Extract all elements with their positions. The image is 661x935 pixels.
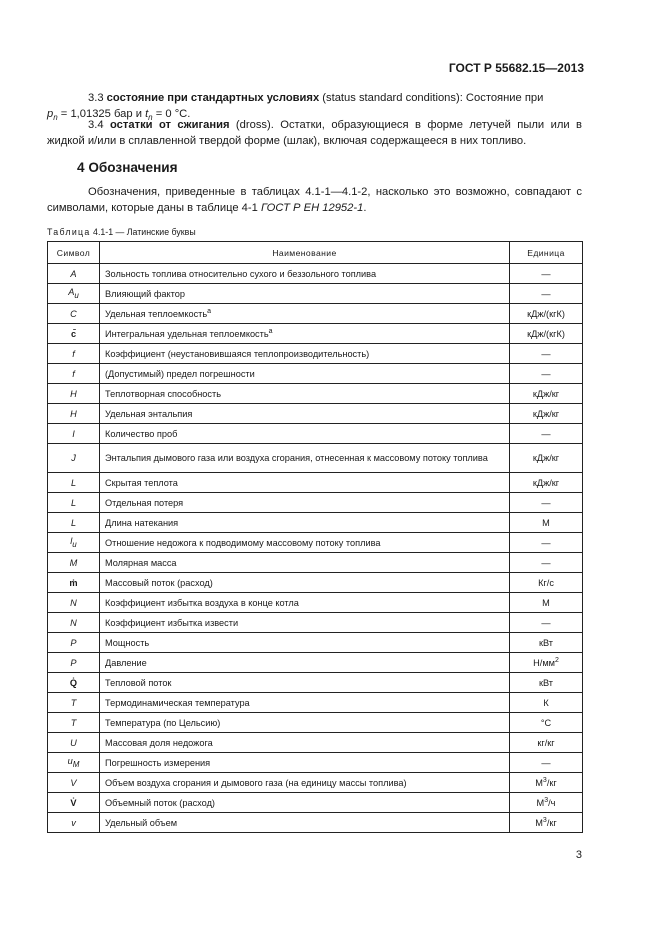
table-row xyxy=(48,653,583,673)
table-row xyxy=(48,284,583,304)
name-cell: Давление xyxy=(100,653,510,673)
symbol-cell: P xyxy=(48,653,100,673)
unit-cell: М xyxy=(510,593,583,613)
table-row xyxy=(48,364,583,384)
unit-cell: — xyxy=(510,613,583,633)
symbol-cell: P xyxy=(48,633,100,653)
name-cell: Массовый поток (расход) xyxy=(100,573,510,593)
symbol-cell: M xyxy=(48,553,100,573)
table-row xyxy=(48,473,583,493)
table-header-row xyxy=(48,242,583,264)
unit-cell: кДж/(кгК) xyxy=(510,324,583,344)
unit-cell: $Н/мм^2$ xyxy=(510,653,583,673)
name-cell: Коэффициент избытка воздуха в конце котла xyxy=(100,593,510,613)
table-row xyxy=(48,793,583,813)
table-row xyxy=(48,573,583,593)
table-row xyxy=(48,304,583,324)
unit-cell: — xyxy=(510,284,583,304)
table-row xyxy=(48,513,583,533)
paragraph-3-4: 3.4 остатки от сжигания (dross). Остатки, образующиеся в форме летучей пыли или в жидкой и/или в сплавленной твердой форме (шлак), включая содержащееся в них топливо. xyxy=(47,119,582,147)
symbol-cell: L xyxy=(48,513,100,533)
unit-cell: °С xyxy=(510,713,583,733)
page-number: 3 xyxy=(575,849,582,861)
table-row xyxy=(48,713,583,733)
name-cell: Коэффициент (неустановившаяся теплопроизводительность) xyxy=(100,344,510,364)
symbol-cell: T xyxy=(48,713,100,733)
symbol-cell: ṁ xyxy=(48,573,100,593)
unit-cell: $М^3/кг$ xyxy=(510,773,583,793)
symbol-cell: V xyxy=(48,773,100,793)
name-cell: (Допустимый) предел погрешности xyxy=(100,364,510,384)
unit-cell: кДж/(кгК) xyxy=(510,304,583,324)
symbol-cell: uM xyxy=(48,753,100,773)
unit-cell: М xyxy=(510,513,583,533)
section-4-title: 4 Обозначения xyxy=(77,160,178,175)
symbol-cell: N xyxy=(48,593,100,613)
name-cell: Молярная масса xyxy=(100,553,510,573)
table-row xyxy=(48,673,583,693)
unit-cell: кг/кг xyxy=(510,733,583,753)
name-cell: Тепловой поток xyxy=(100,673,510,693)
unit-cell: кДж/кг xyxy=(510,444,583,473)
unit-cell: кВт xyxy=(510,633,583,653)
header-symbol: Символ xyxy=(48,242,100,264)
term-status-standard: состояние при стандартных условиях xyxy=(106,92,320,104)
unit-cell: кДж/кг xyxy=(510,404,583,424)
unit-cell: К xyxy=(510,693,583,713)
table-row xyxy=(48,324,583,344)
unit-cell: — xyxy=(510,753,583,773)
name-cell: Зольность топлива относительно сухого и беззольного топлива xyxy=(100,264,510,284)
symbol-cell: f xyxy=(48,344,100,364)
symbol-cell: v xyxy=(48,813,100,833)
name-cell: Термодинамическая температура xyxy=(100,693,510,713)
name-cell: Удельная теплоемкость$^a$ xyxy=(100,304,510,324)
table-row xyxy=(48,404,583,424)
name-cell: Скрытая теплота xyxy=(100,473,510,493)
unit-cell: — xyxy=(510,364,583,384)
name-cell: Удельная энтальпия xyxy=(100,404,510,424)
symbol-cell: C xyxy=(48,304,100,324)
table-row xyxy=(48,613,583,633)
unit-cell: — xyxy=(510,344,583,364)
table-row xyxy=(48,733,583,753)
unit-cell: кВт xyxy=(510,673,583,693)
unit-cell: — xyxy=(510,553,583,573)
name-cell: Влияющий фактор xyxy=(100,284,510,304)
table-row xyxy=(48,773,583,793)
header-name: Наименование xyxy=(100,242,510,264)
symbol-cell: J xyxy=(48,444,100,473)
name-cell: Отношение недожога к подводимому массовому потоку топлива xyxy=(100,533,510,553)
symbol-cell: Au xyxy=(48,284,100,304)
unit-cell: $М^3/кг$ xyxy=(510,813,583,833)
table-row xyxy=(48,424,583,444)
symbol-cell: L xyxy=(48,493,100,513)
unit-cell: Кг/с xyxy=(510,573,583,593)
symbol-cell: lu xyxy=(48,533,100,553)
symbol-cell: U xyxy=(48,733,100,753)
unit-cell: кДж/кг xyxy=(510,473,583,493)
symbol-cell: A xyxy=(48,264,100,284)
term-dross: остатки от сжигания xyxy=(109,119,230,131)
symbol-cell: N xyxy=(48,613,100,633)
name-cell: Мощность xyxy=(100,633,510,653)
name-cell: Энтальпия дымового газа или воздуха сгорания, отнесенная к массовому потоку топлива xyxy=(100,444,510,473)
unit-cell: — xyxy=(510,493,583,513)
name-cell: Объемный поток (расход) xyxy=(100,793,510,813)
unit-cell: — xyxy=(510,264,583,284)
name-cell: Отдельная потеря xyxy=(100,493,510,513)
table-row xyxy=(48,633,583,653)
table-row xyxy=(48,344,583,364)
table-row xyxy=(48,384,583,404)
name-cell: Объем воздуха сгорания и дымового газа (на единицу массы топлива) xyxy=(100,773,510,793)
unit-cell: $М^3/ч$ xyxy=(510,793,583,813)
paragraph-3-3: 3.3 состояние при стандартных условиях (status standard conditions): Состояние при $p_n = 1,01325$ бар и $t_n = 0$ °С. xyxy=(47,92,544,122)
table-caption: Таблица 4.1-1 — Латинские буквы xyxy=(47,227,196,237)
table-row xyxy=(48,444,583,473)
table-row xyxy=(48,264,583,284)
name-cell: Теплотворная способность xyxy=(100,384,510,404)
symbol-cell: T xyxy=(48,693,100,713)
name-cell: Погрешность измерения xyxy=(100,753,510,773)
header-unit: Единица xyxy=(510,242,583,264)
table-row xyxy=(48,753,583,773)
unit-cell: кДж/кг xyxy=(510,384,583,404)
symbol-cell: Q̇ xyxy=(48,673,100,693)
symbol-cell: V̇ xyxy=(48,793,100,813)
table-row xyxy=(48,693,583,713)
symbol-cell: c̄ xyxy=(48,324,100,344)
name-cell: Коэффициент избытка извести xyxy=(100,613,510,633)
name-cell: Массовая доля недожога xyxy=(100,733,510,753)
table-row xyxy=(48,533,583,553)
symbol-cell: L xyxy=(48,473,100,493)
symbols-table xyxy=(47,241,583,833)
unit-cell: — xyxy=(510,533,583,553)
symbol-cell: H xyxy=(48,404,100,424)
symbol-cell: H xyxy=(48,384,100,404)
table-row xyxy=(48,593,583,613)
table-row xyxy=(48,553,583,573)
document-header: ГОСТ Р 55682.15—2013 xyxy=(448,61,584,75)
symbol-cell: I xyxy=(48,424,100,444)
unit-cell: — xyxy=(510,424,583,444)
name-cell: Длина натекания xyxy=(100,513,510,533)
symbol-cell: f xyxy=(48,364,100,384)
section-4-intro: Обозначения, приведенные в таблицах 4.1-1—4.1-2, насколько это возможно, совпадают с символами, которые даны в таблице 4-1 ГОСТ Р ЕН 12952-1. xyxy=(47,186,582,214)
name-cell: Интегральная удельная теплоемкость$^a$ xyxy=(100,324,510,344)
name-cell: Температура (по Цельсию) xyxy=(100,713,510,733)
name-cell: Удельный объем xyxy=(100,813,510,833)
table-row xyxy=(48,813,583,833)
table-row xyxy=(48,493,583,513)
name-cell: Количество проб xyxy=(100,424,510,444)
